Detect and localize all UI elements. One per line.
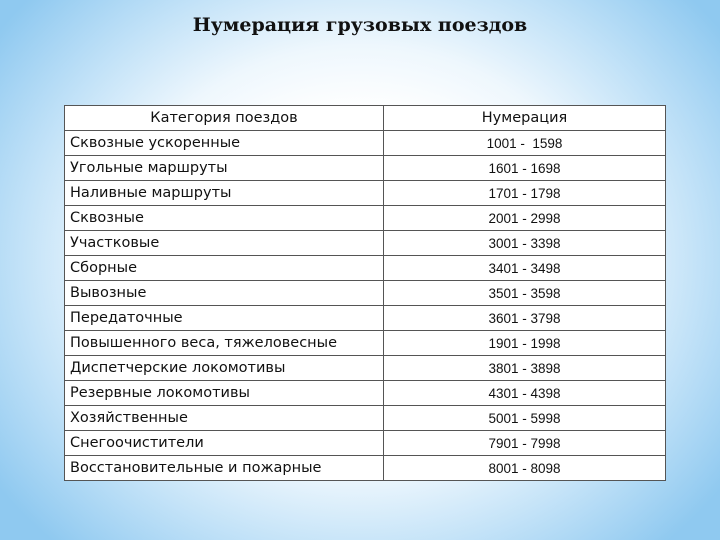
numbering-cell: 5001 - 5998 (384, 406, 666, 431)
table-row (65, 206, 666, 231)
table-row (65, 131, 666, 156)
category-cell: Угольные маршруты (65, 156, 384, 181)
category-cell: Восстановительные и пожарные (65, 456, 384, 481)
category-cell: Резервные локомотивы (65, 381, 384, 406)
numbering-cell: 3601 - 3798 (384, 306, 666, 331)
table-row (65, 356, 666, 381)
numbering-cell: 7901 - 7998 (384, 431, 666, 456)
table-row (65, 256, 666, 281)
numbering-cell: 1901 - 1998 (384, 331, 666, 356)
table-row (65, 156, 666, 181)
numbering-cell: 8001 - 8098 (384, 456, 666, 481)
category-cell: Хозяйственные (65, 406, 384, 431)
category-cell: Сквозные (65, 206, 384, 231)
table-row (65, 306, 666, 331)
numbering-cell: 2001 - 2998 (384, 206, 666, 231)
category-cell: Повышенного веса, тяжеловесные (65, 331, 384, 356)
table-row (65, 431, 666, 456)
table-row (65, 231, 666, 256)
table-row (65, 181, 666, 206)
category-cell: Сквозные ускоренные (65, 131, 384, 156)
train-numbering-table (64, 105, 666, 481)
category-cell: Передаточные (65, 306, 384, 331)
column-header-numbering: Нумерация (384, 106, 666, 131)
category-cell: Снегоочистители (65, 431, 384, 456)
numbering-cell: 3401 - 3498 (384, 256, 666, 281)
column-header-category: Категория поездов (65, 106, 384, 131)
numbering-cell: 1701 - 1798 (384, 181, 666, 206)
category-cell: Наливные маршруты (65, 181, 384, 206)
table-row (65, 331, 666, 356)
page-title: Нумерация грузовых поездов (192, 14, 528, 36)
numbering-cell: 3501 - 3598 (384, 281, 666, 306)
table-row (65, 281, 666, 306)
table-row (65, 456, 666, 481)
numbering-cell: 1601 - 1698 (384, 156, 666, 181)
numbering-cell: 1001 - 1598 (384, 131, 666, 156)
category-cell: Диспетчерские локомотивы (65, 356, 384, 381)
table-row (65, 381, 666, 406)
category-cell: Сборные (65, 256, 384, 281)
numbering-cell: 4301 - 4398 (384, 381, 666, 406)
numbering-cell: 3801 - 3898 (384, 356, 666, 381)
category-cell: Вывозные (65, 281, 384, 306)
table-row (65, 406, 666, 431)
category-cell: Участковые (65, 231, 384, 256)
table-header-row (65, 106, 666, 131)
numbering-cell: 3001 - 3398 (384, 231, 666, 256)
